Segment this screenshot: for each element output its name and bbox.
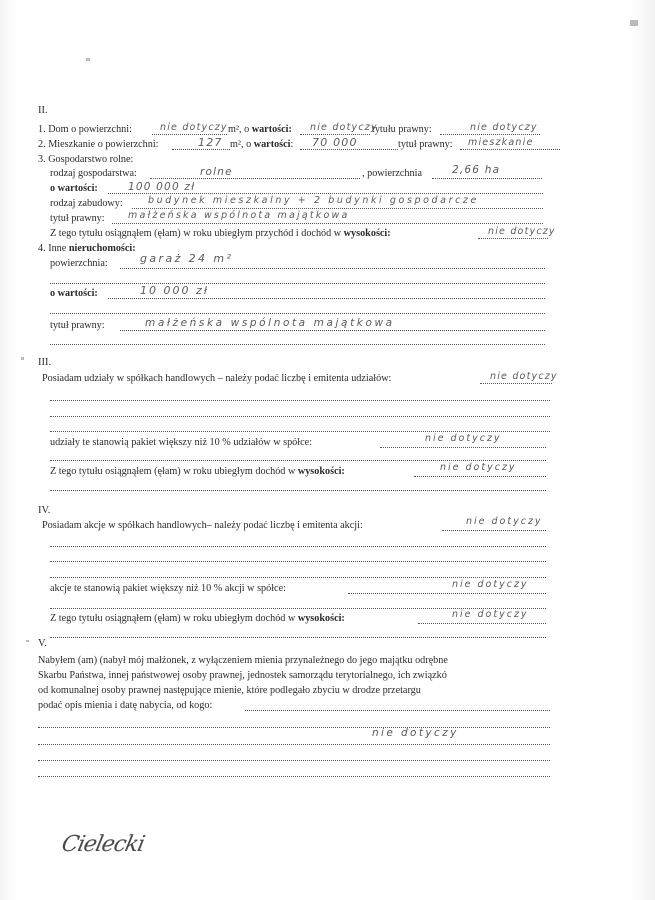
farm-buildings-handwritten: budynek mieszkalny + 2 budynki gospodarcze: [148, 195, 479, 206]
farm-income-handwritten: nie dotyczy: [488, 226, 556, 237]
other-value-handwritten: 10 000 zł: [140, 284, 209, 297]
house-value-handwritten: nie dotyczy: [310, 122, 378, 133]
other-title-handwritten: małżeńska wspólnota majątkowa: [145, 317, 395, 329]
section-5-heading: V.: [38, 638, 47, 649]
shares-income-handwritten: nie dotyczy: [440, 462, 517, 473]
apartment-area-handwritten: 127: [198, 136, 223, 149]
farm-title-handwritten: małżeńska wspólnota majątkowa: [128, 210, 350, 221]
acquired-property-handwritten: nie dotyczy: [372, 727, 459, 739]
house-row: 1. Dom o powierzchni:: [38, 124, 132, 135]
scan-speck: [26, 640, 29, 642]
shares-packet-handwritten: nie dotyczy: [425, 433, 502, 444]
apartment-value-handwritten: 70 000: [312, 136, 358, 149]
declaration-page: II. 1. Dom o powierzchni: nie dotyczy m², o wartości: nie dotyczy tytułu prawny: nie dotyczy 2. Mieszkanie o powierzchni: 127 m², o wartości: 70 000 tytuł prawny: mieszkanie 3. Gospodarstwo rolne: rodzaj gospodarstwa: rolne , powierzchnia 2,66 ha o wartości: 100 000 zł rodzaj zabudowy: budynek mieszkalny + 2 budynki gospodarcze tytuł prawny: małżeńska wspólnota majątkowa Z tego tytułu osiągnąłem (ęłam) w roku ubiegłym przychód i dochód w wysokości: nie dotyczy 4. Inne nieruchomości: powierzchnia: garaż 24 m² o wartości: 10 000 zł tytuł prawny: małżeńska wspólnota majątkowa III. Posiadam udziały w spółkach handlowych – należy podać liczbę i emitenta udziałów: nie dotyczy udziały te stanowią pakiet większy niż 10 % udziałów w spółce: nie dotyczy Z tego tytułu osiągnąłem (ęłam) w roku ubiegłym dochód w wysokości: nie dotyczy IV. Posiadam akcje w spółkach handlowych– należy podać liczbę i emitenta akcji: nie dotyczy akcje te stanowią pakiet większy niż 10 % akcji w spółce: nie dotyczy Z tego tytułu osiągnąłem (ęłam) w roku ubiegłym dochód w wysokości: nie dotyczy V. Nabyłem (am) (nabył mój małżonek, z wyłączeniem mienia przynależnego do jego majątku odrębne Skarbu Państwa, innej państwowej osoby prawnej, jednostek samorządu terytorialnego, ich związkó od komunalnej osoby prawnej następujące mienie, które podlegało zbyciu w drodze przetargu podać opis mienia i datę nabycia, od kogo: nie dotyczy Cielecki: [0, 0, 655, 900]
scan-speck: [21, 357, 24, 360]
scan-speck: [630, 20, 638, 26]
house-title-handwritten: nie dotyczy: [470, 122, 538, 133]
stock-issuer-handwritten: nie dotyczy: [466, 516, 543, 527]
section-4-heading: IV.: [38, 505, 51, 516]
other-area-handwritten: garaż 24 m²: [140, 252, 234, 265]
house-area-handwritten: nie dotyczy: [160, 122, 228, 133]
farm-area-handwritten: 2,66 ha: [452, 164, 501, 176]
farm-type-handwritten: rolne: [200, 166, 233, 178]
section-2-heading: II.: [38, 105, 48, 116]
scan-speck: [86, 58, 90, 61]
farm-heading: 3. Gospodarstwo rolne:: [38, 154, 134, 165]
signature: Cielecki: [59, 832, 147, 857]
stock-income-handwritten: nie dotyczy: [452, 609, 529, 620]
apartment-title-handwritten: mieszkanie: [468, 137, 534, 148]
farm-value-handwritten: 100 000 zł: [128, 181, 196, 193]
apartment-row: 2. Mieszkanie o powierzchni:: [38, 139, 159, 150]
stock-packet-handwritten: nie dotyczy: [452, 579, 529, 590]
other-property-heading: 4. Inne nieruchomości:: [38, 243, 136, 254]
section-3-heading: III.: [38, 357, 52, 368]
shares-issuer-handwritten: nie dotyczy: [490, 371, 558, 382]
